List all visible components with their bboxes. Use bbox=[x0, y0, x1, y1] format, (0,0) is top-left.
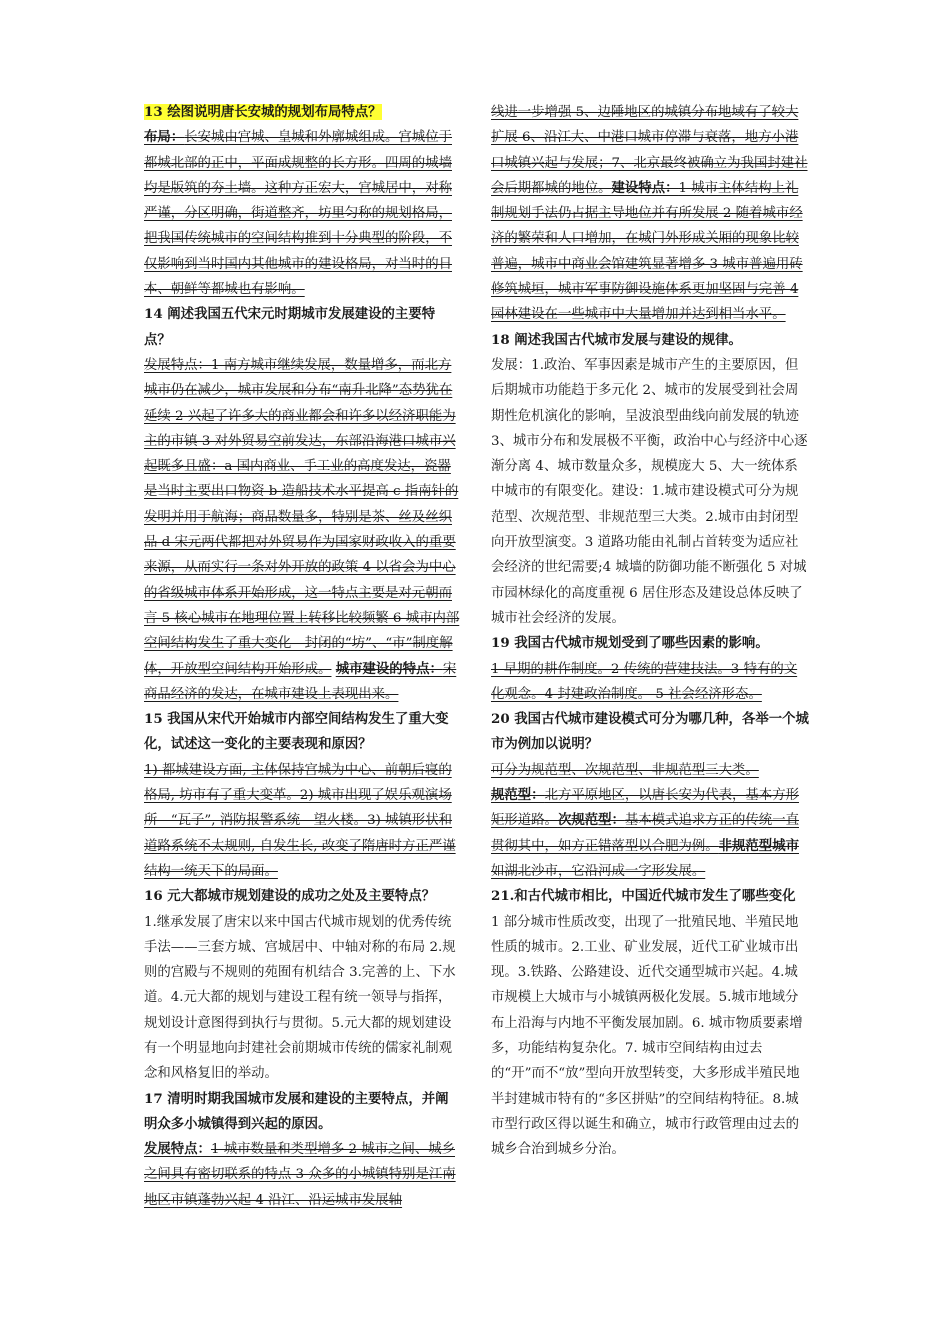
answer-20: 可分为规范型、次规范型、非规范型三大类。 规范型：北方平原地区，以唐长安为代表，基本方形矩形道路。次规范型：基本模式追求方正的传统一直贯彻其中，如方正错落型以合肥为例。非规范型城市如湖北沙市，它沿河成一字形发展。 bbox=[491, 762, 799, 879]
answer-21: 1 部分城市性质改变，出现了一批殖民地、半殖民地性质的城市。2.工业、矿业发展，近代工矿业城市出现。3.铁路、公路建设、近代交通型城市兴起。4.城市规模上大城市与小城镇两极化发展。5.城市地域分布上沿海与内地不平衡发展加剧。6. 城市物质要素增多，功能结构复杂化。7. 城市空间结构由过去的“开”而不“放”型向开放型转变，大多形成半殖民地半封建城市特有的“多区拼贴”的空间结构特征。8.城市型行政区得以诞生和确立，城市行政管理由过去的城乡合治到城乡分治。 bbox=[491, 914, 803, 1158]
question-17: 17 清明时期我国城市发展和建设的主要特点，并阐明众多小城镇得到兴起的原因。 bbox=[144, 1090, 449, 1132]
answer-18: 发展：1.政治、军事因素是城市产生的主要原因，但后期城市功能趋于多元化 2、城市的发展受到社会周期性危机演化的影响，呈波浪型曲线向前发展的轨迹 3、城市分布和发展极不平衡，政治中心与经济中心逐渐分离 4、城市数量众多，规模庞大 5、大一统体系中城市的有限变化。建设：1.城市建设模式可分为规范型、次规范型、非规范型三大类。2.城市由封闭型向开放型演变。3 道路功能由礼制占首转变为适应社会经济的世纪需要;4 城墙的防御功能不断强化 5 对城市园林绿化的高度重视 6 居住形态及建设总体反映了城市社会经济的发展。 bbox=[491, 357, 808, 626]
right-column bbox=[491, 100, 809, 1162]
answer-16: 1.继承发展了唐宋以来中国古代城市规划的优秀传统手法——三套方城、宫城居中、中轴对称的布局 2.规则的宫殿与不规则的苑囿有机结合 3.完善的上、下水道。4.元大都的规划与建设工程有统一领导与指挥，规划设计意图得到执行与贯彻。5.元大都的规划建设有一个明显地向封建社会前期城市传统的儒家礼制观念和风格复旧的举动。 bbox=[144, 914, 456, 1082]
question-19: 19 我国古代城市规划受到了哪些因素的影响。 bbox=[491, 635, 769, 652]
question-13: 13 绘图说明唐长安城的规划布局特点？ bbox=[144, 104, 382, 120]
question-20: 20 我国古代城市建设模式可分为哪几种，各举一个城市为例加以说明？ bbox=[491, 711, 809, 753]
question-15: 15 我国从宋代开始城市内部空间结构发生了重大变化，试述这一变化的主要表现和原因？ bbox=[144, 711, 449, 753]
answer-19: 1 早期的耕作制度。2 传统的营建技法。3 特有的文化观念。4 封建政治制度。 5 社会经济形态。 bbox=[491, 661, 798, 702]
answer-17: 发展特点：1 城市数量和类型增多 2 城市之间、城乡之间具有密切联系的特点 3 众多的小城镇特别是江南地区市镇蓬勃兴起 4 沿江、沿运城市发展轴 bbox=[144, 1141, 456, 1208]
answer-15: 1) 都城建设方面, 主体保持宫城为中心、前朝后寝的格局, 坊市有了重大变革。2) 城市出现了娱乐观演场所—“瓦子”, 消防报警系统—望火楼。3) 城镇形状和道路系统不太规则, 自发生长, 改变了隋唐时方正严谨结构一统天下的局面。 bbox=[144, 762, 456, 879]
answer-14: 发展特点：1 南方城市继续发展，数量增多，而北方城市仍在减少，城市发展和分布“南升北降”态势犹在延续 2 兴起了许多大的商业都会和许多以经济职能为主的市镇 3 对外贸易空前发达，东部沿海港口城市兴起既多且盛：a 国内商业、手工业的高度发达，瓷器是当时主要出口物资 b 造船技术水平提高 c 指南针的发明并用于航海；商品数量多，特别是茶、丝及丝织品 d 宋元两代都把对外贸易作为国家财政收入的重要来源，从而实行一条对外开放的政策 4 以省会为中心的省级城市体系开始形成，这一特点主要是对元朝而言 5 核心城市在地理位置上转移比较频繁 6 城市内部空间结构发生了重大变化—封闭的“坊”、“市”制度解体，开放型空间结构开始形成。 城市建设的特点：宋商品经济的发达，在城市建设上表现出来。 bbox=[144, 357, 460, 702]
question-14: 14 阐述我国五代宋元时期城市发展建设的主要特点？ bbox=[144, 306, 436, 348]
answer-13: 布局：长安城由宫城、皇城和外廓城组成。宫城位于都城北部的正中，平面成规整的长方形。四周的城墙均是版筑的夯土墙。这种方正宏大，宫城居中，对称严谨，分区明确，街道整齐，坊里匀称的规划格局，把我国传统城市的空间结构推到十分典型的阶段，不仅影响到当时国内其他城市的建设格局，对当时的日本、朝鲜等都城也有影响。 bbox=[144, 129, 452, 298]
question-21: 21.和古代城市相比，中国近代城市发生了哪些变化 bbox=[491, 888, 796, 905]
question-16: 16 元大都城市规划建设的成功之处及主要特点？ bbox=[144, 888, 436, 905]
left-column bbox=[144, 100, 460, 1213]
question-18: 18 阐述我国古代城市发展与建设的规律。 bbox=[491, 331, 742, 348]
answer-17-continued: 线进一步增强 5、边陲地区的城镇分布地域有了较大扩展 6、沿江大、中港口城市停滞与衰落，地方小港口城镇兴起与发展；7、北京最终被确立为我国封建社会后期都城的地位。建设特点：1 城市主体结构上礼制规划手法仍占据主导地位并有所发展 2 随着城市经济的繁荣和人口增加，在城门外形成关厢的现象比较普遍，城市中商业会馆建筑显著增多 3 城市普遍用砖修筑城垣，城市军事防御设施体系更加坚固与完善 4 园林建设在一些城市中大量增加并达到相当水平。 bbox=[491, 105, 808, 323]
